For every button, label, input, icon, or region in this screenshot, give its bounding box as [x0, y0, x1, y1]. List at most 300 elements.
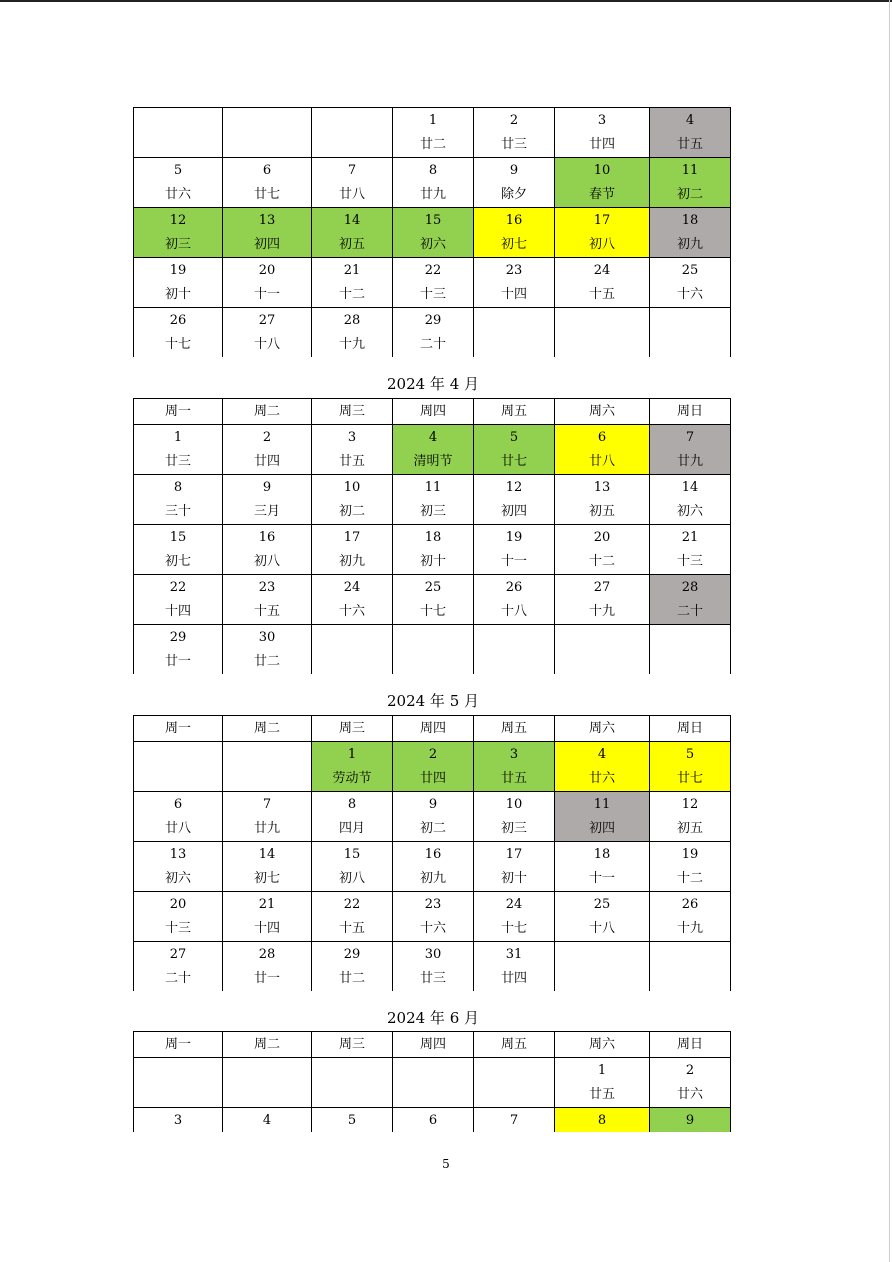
- day-number: 12: [169, 212, 187, 228]
- lunar-date: 十五: [253, 603, 280, 619]
- lunar-date: 初八: [253, 553, 280, 569]
- day-number: 5: [509, 429, 519, 445]
- lunar-date: [312, 1083, 392, 1107]
- lunar-date: [393, 650, 473, 674]
- day-number: [223, 743, 311, 767]
- day-cell: [223, 475, 312, 525]
- lunar-date: 廿四: [253, 453, 280, 469]
- day-number: 17: [343, 529, 361, 545]
- lunar-date: 初五: [588, 503, 615, 519]
- page-number: 5: [442, 1157, 450, 1171]
- day-cell: [223, 258, 312, 308]
- day-cell: [223, 892, 312, 942]
- day-cell: [393, 792, 474, 842]
- day-cell: [223, 308, 312, 358]
- day-cell: [650, 892, 731, 942]
- lunar-date: 廿四: [588, 136, 615, 152]
- day-number: 1: [428, 112, 438, 128]
- day-cell: [312, 575, 393, 625]
- lunar-date: 十二: [338, 286, 365, 302]
- lunar-date: [474, 1083, 554, 1107]
- lunar-date: 三月: [253, 503, 280, 519]
- lunar-date: 廿七: [500, 453, 527, 469]
- day-number: 9: [428, 796, 438, 812]
- day-cell: [555, 792, 650, 842]
- lunar-date: [555, 333, 649, 357]
- day-cell: [312, 842, 393, 892]
- lunar-date: 十二: [588, 553, 615, 569]
- lunar-date: 廿九: [419, 186, 446, 202]
- lunar-date: 廿二: [419, 136, 446, 152]
- day-cell: [134, 475, 223, 525]
- lunar-date: [555, 650, 649, 674]
- day-number: 23: [258, 579, 276, 595]
- day-cell: [223, 942, 312, 992]
- lunar-date: 廿六: [164, 186, 191, 202]
- lunar-date: [312, 133, 392, 157]
- lunar-date: [650, 650, 730, 674]
- weekday-header: 周六: [555, 1032, 650, 1058]
- day-number: 20: [593, 529, 611, 545]
- day-cell: [312, 208, 393, 258]
- day-cell: [134, 208, 223, 258]
- day-cell: [223, 625, 312, 675]
- lunar-date: 初八: [338, 870, 365, 886]
- calendar-table: [133, 715, 731, 991]
- day-cell: [650, 742, 731, 792]
- week-row: [134, 742, 731, 792]
- day-number: 3: [173, 1112, 183, 1128]
- lunar-date: 十四: [500, 286, 527, 302]
- day-cell: [650, 158, 731, 208]
- lunar-date: 廿七: [253, 186, 280, 202]
- day-number: 4: [428, 429, 438, 445]
- week-row: [134, 1108, 731, 1133]
- day-number: 8: [597, 1112, 607, 1128]
- week-row: [134, 525, 731, 575]
- day-number: 5: [685, 746, 695, 762]
- empty-day-cell: [555, 308, 650, 358]
- day-number: 19: [681, 846, 699, 862]
- lunar-date: 二十: [676, 603, 703, 619]
- week-row: [134, 625, 731, 675]
- empty-day-cell: [650, 625, 731, 675]
- weekday-header: 周二: [223, 716, 312, 742]
- day-cell: [650, 575, 731, 625]
- day-number: 27: [593, 579, 611, 595]
- day-cell: [312, 258, 393, 308]
- day-number: 8: [428, 162, 438, 178]
- empty-day-cell: [223, 1058, 312, 1108]
- lunar-date: 廿一: [164, 653, 191, 669]
- weekday-header: 周二: [223, 1032, 312, 1058]
- lunar-date: 十六: [338, 603, 365, 619]
- day-cell: [223, 158, 312, 208]
- lunar-date: 廿六: [588, 770, 615, 786]
- day-cell: [134, 525, 223, 575]
- day-number: 27: [258, 312, 276, 328]
- lunar-date: 初十: [164, 286, 191, 302]
- day-number: 21: [681, 529, 699, 545]
- day-cell: [650, 208, 731, 258]
- empty-day-cell: [650, 308, 731, 358]
- day-cell: [555, 525, 650, 575]
- empty-day-cell: [393, 625, 474, 675]
- empty-day-cell: [312, 108, 393, 158]
- day-number: 30: [258, 629, 276, 645]
- lunar-date: 十八: [500, 603, 527, 619]
- day-number: [555, 309, 649, 333]
- weekday-header: 周日: [650, 399, 731, 425]
- day-cell: [474, 208, 555, 258]
- weekday-header: 周六: [555, 716, 650, 742]
- day-cell: [393, 842, 474, 892]
- day-number: 20: [169, 896, 187, 912]
- day-cell: [650, 258, 731, 308]
- empty-day-cell: [134, 1058, 223, 1108]
- day-number: 11: [424, 479, 442, 495]
- lunar-date: 十三: [164, 920, 191, 936]
- day-cell: [223, 842, 312, 892]
- day-number: 28: [258, 946, 276, 962]
- lunar-date: 初二: [676, 186, 703, 202]
- day-number: 10: [505, 796, 523, 812]
- lunar-date: 廿三: [500, 136, 527, 152]
- day-number: 29: [424, 312, 442, 328]
- lunar-date: 廿五: [676, 136, 703, 152]
- lunar-date: 清明节: [413, 453, 453, 469]
- lunar-date: 廿六: [676, 1086, 703, 1102]
- empty-day-cell: [555, 625, 650, 675]
- lunar-date: 初三: [164, 236, 191, 252]
- day-number: 6: [428, 1112, 438, 1128]
- lunar-date: 初七: [164, 553, 191, 569]
- lunar-date: 十一: [500, 553, 527, 569]
- lunar-date: 十一: [588, 870, 615, 886]
- lunar-date: 廿八: [338, 186, 365, 202]
- day-number: 18: [593, 846, 611, 862]
- lunar-date: 廿四: [500, 970, 527, 986]
- lunar-date: 初五: [676, 820, 703, 836]
- week-row: [134, 1058, 731, 1108]
- day-cell: [393, 475, 474, 525]
- lunar-date: 初六: [676, 503, 703, 519]
- lunar-date: [393, 1083, 473, 1107]
- weekday-header: 周五: [474, 1032, 555, 1058]
- weekday-header-row: [134, 1032, 731, 1058]
- day-cell: [393, 425, 474, 475]
- day-number: 30: [424, 946, 442, 962]
- lunar-date: 初九: [676, 236, 703, 252]
- day-number: 2: [685, 1062, 695, 1078]
- day-number: 1: [347, 746, 357, 762]
- lunar-date: 初三: [419, 503, 446, 519]
- weekday-header: 周日: [650, 1032, 731, 1058]
- day-cell: [134, 308, 223, 358]
- empty-day-cell: [650, 942, 731, 992]
- weekday-header: 周六: [555, 399, 650, 425]
- day-cell: [134, 625, 223, 675]
- day-cell: [312, 792, 393, 842]
- weekday-header: 周一: [134, 1032, 223, 1058]
- lunar-date: 初二: [338, 503, 365, 519]
- day-cell: [555, 1058, 650, 1108]
- day-cell: [312, 158, 393, 208]
- lunar-date: [223, 133, 311, 157]
- day-number: 23: [424, 896, 442, 912]
- lunar-date: 十四: [253, 920, 280, 936]
- day-cell: [312, 308, 393, 358]
- lunar-date: 廿八: [164, 820, 191, 836]
- day-cell: [393, 308, 474, 358]
- day-number: [650, 309, 730, 333]
- day-cell: [312, 892, 393, 942]
- day-cell: [474, 525, 555, 575]
- lunar-date: 廿五: [500, 770, 527, 786]
- day-cell: [393, 892, 474, 942]
- weekday-header: 周三: [312, 1032, 393, 1058]
- day-number: 3: [597, 112, 607, 128]
- lunar-date: 初九: [338, 553, 365, 569]
- day-number: 6: [173, 796, 183, 812]
- day-cell: [134, 158, 223, 208]
- lunar-date: 廿三: [164, 453, 191, 469]
- day-cell: [474, 425, 555, 475]
- day-cell: [650, 525, 731, 575]
- lunar-date: 十六: [419, 920, 446, 936]
- day-cell: [134, 425, 223, 475]
- day-number: 8: [347, 796, 357, 812]
- lunar-date: 廿二: [338, 970, 365, 986]
- lunar-date: 除夕: [500, 186, 527, 202]
- day-cell: [393, 208, 474, 258]
- day-cell: [474, 108, 555, 158]
- day-number: 7: [509, 1112, 519, 1128]
- day-number: 7: [262, 796, 272, 812]
- day-cell: [474, 158, 555, 208]
- day-number: 9: [685, 1112, 695, 1128]
- day-number: 12: [505, 479, 523, 495]
- weekday-header: 周日: [650, 716, 731, 742]
- weekday-header: 周一: [134, 716, 223, 742]
- day-number: 26: [681, 896, 699, 912]
- lunar-date: 廿五: [588, 1086, 615, 1102]
- day-number: 3: [509, 746, 519, 762]
- day-number: 19: [505, 529, 523, 545]
- day-cell: [223, 208, 312, 258]
- lunar-date: 初六: [164, 870, 191, 886]
- lunar-date: 廿七: [676, 770, 703, 786]
- day-number: 22: [424, 262, 442, 278]
- day-cell: [555, 742, 650, 792]
- day-number: 29: [169, 629, 187, 645]
- day-number: 16: [424, 846, 442, 862]
- weekday-header: 周四: [393, 399, 474, 425]
- day-cell: [223, 792, 312, 842]
- day-number: [474, 626, 554, 650]
- empty-day-cell: [393, 1058, 474, 1108]
- lunar-date: 十五: [588, 286, 615, 302]
- day-number: 26: [505, 579, 523, 595]
- lunar-date: 初九: [419, 870, 446, 886]
- week-row: [134, 208, 731, 258]
- weekday-header-row: [134, 399, 731, 425]
- month-title-april: 2024 年 4 月: [386, 375, 480, 393]
- week-row: [134, 308, 731, 358]
- lunar-date: [134, 1083, 222, 1107]
- day-number: 5: [347, 1112, 357, 1128]
- day-number: 17: [593, 212, 611, 228]
- calendar-table: [133, 107, 731, 357]
- day-cell: [650, 842, 731, 892]
- day-cell: [555, 575, 650, 625]
- empty-day-cell: [312, 1058, 393, 1108]
- lunar-date: 二十: [419, 336, 446, 352]
- day-cell: [134, 258, 223, 308]
- empty-day-cell: [555, 942, 650, 992]
- day-number: 15: [343, 846, 361, 862]
- day-number: 10: [593, 162, 611, 178]
- day-number: 2: [262, 429, 272, 445]
- lunar-date: 廿九: [253, 820, 280, 836]
- day-cell: [393, 158, 474, 208]
- day-number: 13: [593, 479, 611, 495]
- day-number: 25: [424, 579, 442, 595]
- day-number: [650, 626, 730, 650]
- lunar-date: 初十: [500, 870, 527, 886]
- day-number: 31: [505, 946, 523, 962]
- weekday-header: 周三: [312, 716, 393, 742]
- week-row: [134, 942, 731, 992]
- lunar-date: [474, 333, 554, 357]
- day-cell: [312, 475, 393, 525]
- day-number: 1: [597, 1062, 607, 1078]
- day-cell: [312, 1108, 393, 1133]
- day-number: 28: [681, 579, 699, 595]
- day-number: 29: [343, 946, 361, 962]
- day-number: 16: [505, 212, 523, 228]
- day-number: 2: [509, 112, 519, 128]
- lunar-date: 初四: [588, 820, 615, 836]
- week-row: [134, 258, 731, 308]
- lunar-date: 十四: [164, 603, 191, 619]
- lunar-date: 劳动节: [332, 770, 372, 786]
- day-cell: [223, 425, 312, 475]
- weekday-header: 周五: [474, 716, 555, 742]
- day-number: 14: [681, 479, 699, 495]
- day-number: 25: [681, 262, 699, 278]
- day-cell: [393, 108, 474, 158]
- lunar-date: 初五: [338, 236, 365, 252]
- lunar-date: [223, 1083, 311, 1107]
- empty-day-cell: [223, 742, 312, 792]
- day-number: 27: [169, 946, 187, 962]
- day-number: 3: [347, 429, 357, 445]
- day-cell: [474, 792, 555, 842]
- day-cell: [393, 1108, 474, 1133]
- calendar-month-april: [133, 398, 734, 674]
- week-row: [134, 792, 731, 842]
- lunar-date: 廿二: [253, 653, 280, 669]
- lunar-date: 初十: [419, 553, 446, 569]
- day-number: 2: [428, 746, 438, 762]
- empty-day-cell: [474, 625, 555, 675]
- lunar-date: 十五: [338, 920, 365, 936]
- day-number: 14: [343, 212, 361, 228]
- lunar-date: 十三: [419, 286, 446, 302]
- day-cell: [650, 425, 731, 475]
- empty-day-cell: [474, 1058, 555, 1108]
- lunar-date: 十一: [253, 286, 280, 302]
- day-cell: [312, 742, 393, 792]
- lunar-date: 十七: [500, 920, 527, 936]
- day-number: 18: [681, 212, 699, 228]
- day-number: 26: [169, 312, 187, 328]
- week-row: [134, 892, 731, 942]
- day-number: [650, 943, 730, 967]
- empty-day-cell: [312, 625, 393, 675]
- week-row: [134, 158, 731, 208]
- day-cell: [555, 475, 650, 525]
- calendar-table: [133, 1031, 731, 1132]
- day-cell: [134, 942, 223, 992]
- lunar-date: 二十: [164, 970, 191, 986]
- lunar-date: 十六: [676, 286, 703, 302]
- empty-day-cell: [134, 742, 223, 792]
- day-number: [312, 109, 392, 133]
- lunar-date: 廿五: [338, 453, 365, 469]
- day-number: 15: [169, 529, 187, 545]
- day-number: [393, 1059, 473, 1083]
- lunar-date: 三十: [164, 503, 191, 519]
- day-cell: [555, 208, 650, 258]
- day-number: 28: [343, 312, 361, 328]
- weekday-header: 周四: [393, 716, 474, 742]
- day-number: 7: [685, 429, 695, 445]
- lunar-date: [650, 967, 730, 991]
- day-cell: [474, 575, 555, 625]
- weekday-header: 周五: [474, 399, 555, 425]
- lunar-date: 十七: [419, 603, 446, 619]
- day-cell: [223, 1108, 312, 1133]
- calendar-month-june: [133, 1031, 734, 1132]
- calendar-month-continued: [133, 107, 734, 357]
- day-cell: [555, 108, 650, 158]
- day-number: 13: [169, 846, 187, 862]
- day-cell: [393, 742, 474, 792]
- month-title-june: 2024 年 6 月: [386, 1009, 480, 1027]
- day-cell: [134, 1108, 223, 1133]
- day-cell: [312, 425, 393, 475]
- day-number: 11: [681, 162, 699, 178]
- lunar-date: 初二: [419, 820, 446, 836]
- day-number: 23: [505, 262, 523, 278]
- day-cell: [555, 158, 650, 208]
- day-cell: [134, 575, 223, 625]
- day-cell: [474, 258, 555, 308]
- day-cell: [650, 1058, 731, 1108]
- day-cell: [393, 942, 474, 992]
- empty-day-cell: [474, 308, 555, 358]
- day-number: 12: [681, 796, 699, 812]
- lunar-date: [223, 767, 311, 791]
- day-number: 9: [262, 479, 272, 495]
- empty-day-cell: [223, 108, 312, 158]
- day-cell: [650, 108, 731, 158]
- day-number: [555, 943, 649, 967]
- day-cell: [474, 742, 555, 792]
- month-title-may: 2024 年 5 月: [386, 692, 480, 710]
